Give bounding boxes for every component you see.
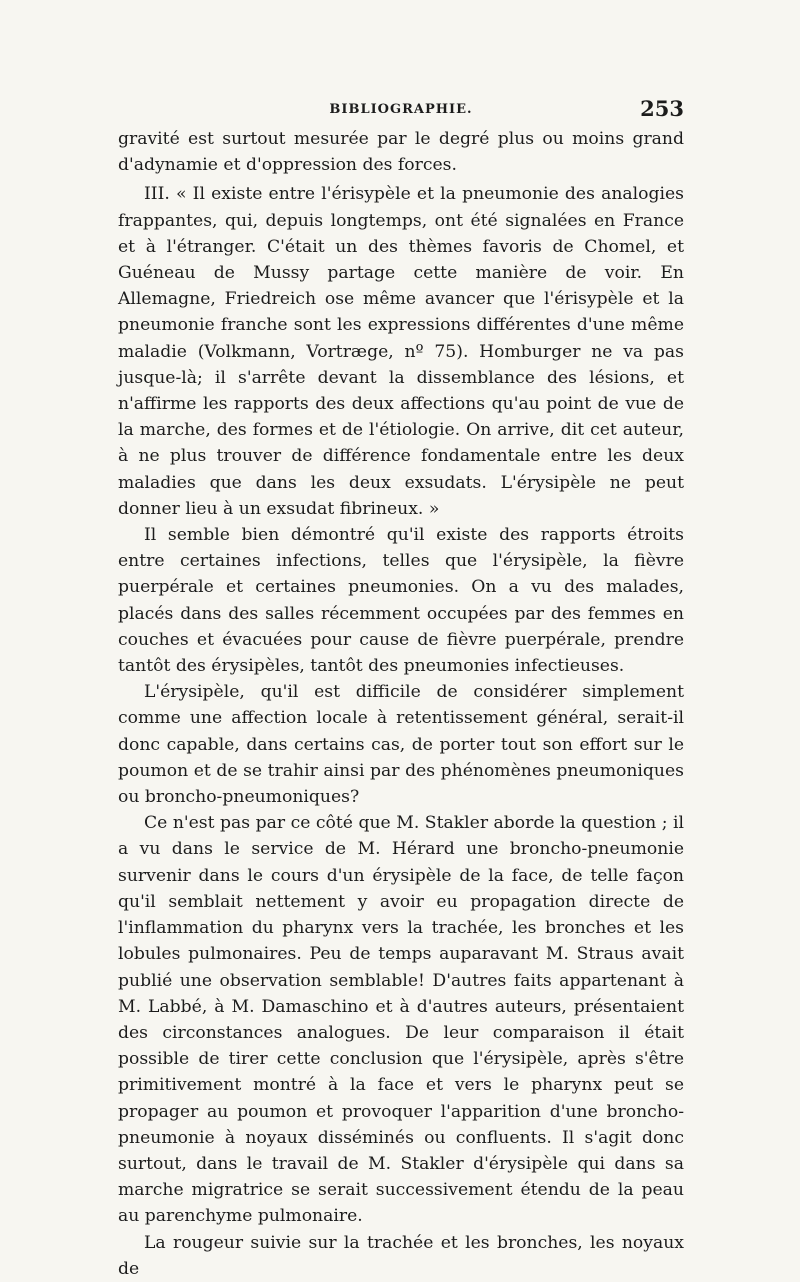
page-number: 253	[640, 96, 684, 121]
running-title: BIBLIOGRAPHIE.	[329, 102, 473, 117]
paragraph-erysipele-question: L'érysipèle, qu'il est difficile de considérer simplement comme une affection locale à retentissement général, serait-il donc capable, dans certains cas, de porter tout son effort sur le poumon et de se trahir ainsi par des phénomènes pneumoniques ou broncho-pneumoniques?	[118, 682, 684, 808]
paragraph-stakler: Ce n'est pas par ce côté que M. Stakler aborde la question ; il a vu dans le service de M. Hérard une broncho-pneumonie survenir dans le cours d'un érysipèle de la face, de telle façon qu'il semblait nettement y avoir eu propagation directe de l'inflammation du pharynx vers la trachée, les bronches et les lobules pulmonaires. Peu de temps auparavant M. Straus avait publié une observation semblable! D'autres faits appartenant à M. Labbé, à M. Damaschino et à d'autres auteurs, présentaient des circonstances analogues. De leur comparaison il était possible de tirer cette conclusion que l'érysipèle, après s'être primitivement montré à la face et vers le pharynx peut se propager au poumon et provoquer l'apparition d'une broncho-pneumonie à noyaux disséminés ou confluents. Il s'agit donc surtout, dans le travail de M. Stakler d'érysipèle qui dans sa marche migratrice se serait successivement étendu de la peau au parenchyme pulmonaire.	[118, 813, 684, 1227]
body-text	[118, 126, 684, 1282]
paragraph-continuation: gravité est surtout mesurée par le degré plus ou moins grand d'adynamie et d'oppression des forces.	[118, 129, 684, 176]
paragraph-rougeur: La rougeur suivie sur la trachée et les bronches, les noyaux de	[118, 1232, 684, 1279]
running-head	[118, 96, 684, 124]
paragraph-infections: Il semble bien démontré qu'il existe des rapports étroits entre certaines infections, telles que l'érysipèle, la fièvre puerpérale et certaines pneumonies. On a vu des malades, placés dans des salles récemment occupées par des femmes en couches et évacuées pour cause de fièvre puerpérale, prendre tantôt des érysipèles, tantôt des pneumonies infectieuses.	[118, 525, 684, 677]
paragraph-quotation-iii: III. « Il existe entre l'érisypèle et la pneumonie des analogies frappantes, qui, depuis longtemps, ont été signalées en France et à l'étranger. C'était un des thèmes favoris de Chomel, et Guéneau de Mussy partage cette manière de voir. En Allemagne, Friedreich ose même avancer que l'érisypèle et la pneumonie franche sont les expressions différentes d'une même maladie (Volkmann, Vortræge, nº 75). Homburger ne va pas jusque-là; il s'arrête devant la dissemblance des lésions, et n'affirme les rapports des deux affections qu'au point de vue de la marche, des formes et de l'étiologie. On arrive, dit cet auteur, à ne plus trouver de différence fondamentale entre les deux maladies que dans les deux exsudats. L'érysipèle ne peut donner lieu à un exsudat fibrineux. »	[118, 184, 684, 519]
